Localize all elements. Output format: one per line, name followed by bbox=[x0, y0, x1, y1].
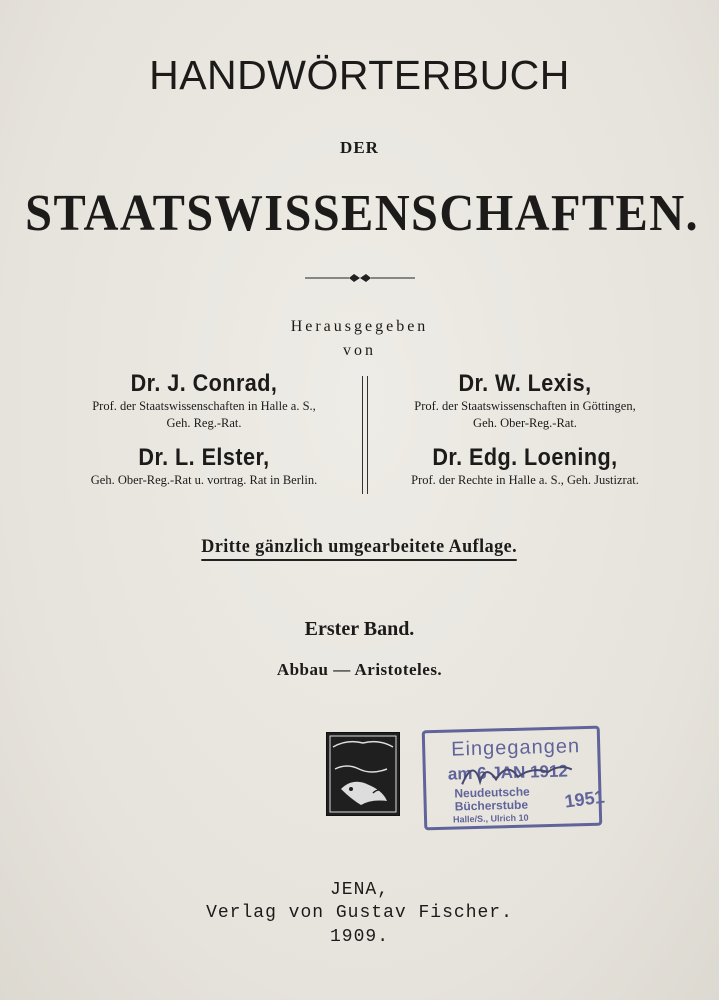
imprint-city: JENA, bbox=[329, 880, 389, 900]
stamp-line-2: am 6 JAN 1912 bbox=[447, 761, 569, 784]
editor-loening bbox=[375, 444, 675, 489]
main-title-line-1: HANDWÖRTERBUCH bbox=[149, 52, 570, 98]
publisher-emblem-icon bbox=[326, 732, 400, 816]
column-divider bbox=[362, 376, 368, 494]
herausgegeben-label: Herausgegeben bbox=[290, 318, 429, 335]
stamp-line-5: Halle/S., Ulrich 10 bbox=[452, 812, 529, 825]
imprint-year: 1909. bbox=[329, 927, 389, 947]
editor-affiliation: Geh. Ober-Reg.-Rat. bbox=[473, 416, 577, 430]
ornament-divider bbox=[0, 270, 719, 291]
editor-name: Dr. W. Lexis, bbox=[458, 370, 592, 397]
editor-affiliation: Geh. Reg.-Rat. bbox=[166, 416, 242, 430]
editor-name: Dr. J. Conrad, bbox=[130, 370, 278, 397]
editor-affiliation: Prof. der Staatswissenschaften in Göttingen, bbox=[414, 399, 636, 413]
editor-name: Dr. Edg. Loening, bbox=[432, 444, 618, 471]
editor-affiliation: Prof. der Rechte in Halle a. S., Geh. Justizrat. bbox=[411, 473, 639, 487]
edition-text: Dritte gänzlich umgearbeitete Auflage. bbox=[202, 536, 518, 561]
edition-note bbox=[0, 536, 719, 561]
editor-lexis bbox=[375, 370, 675, 432]
editor-name: Dr. L. Elster, bbox=[138, 444, 270, 471]
stamp-number: 1951 bbox=[563, 786, 606, 812]
stamp-line-1: Eingegangen bbox=[450, 735, 581, 761]
library-stamp bbox=[422, 726, 606, 831]
von-label: von bbox=[343, 342, 376, 359]
main-title-line-2: STAATSWISSENSCHAFTEN. bbox=[25, 185, 700, 242]
stamp-line-4: Bücherstube bbox=[454, 797, 529, 814]
imprint-publisher: Verlag von Gustav Fischer. bbox=[206, 903, 513, 923]
editor-elster bbox=[55, 444, 353, 489]
signature-icon bbox=[455, 751, 576, 794]
volume-range: Abbau — Aristoteles. bbox=[276, 660, 443, 679]
editor-affiliation: Prof. der Staatswissenschaften in Halle a. S., bbox=[92, 399, 316, 413]
volume-label: Erster Band. bbox=[304, 618, 415, 640]
editor-affiliation: Geh. Ober-Reg.-Rat u. vortrag. Rat in Berlin. bbox=[90, 473, 318, 487]
main-title-der: DER bbox=[340, 138, 379, 157]
stamp-line-3: Neudeutsche bbox=[454, 784, 530, 801]
editor-conrad bbox=[55, 370, 353, 432]
